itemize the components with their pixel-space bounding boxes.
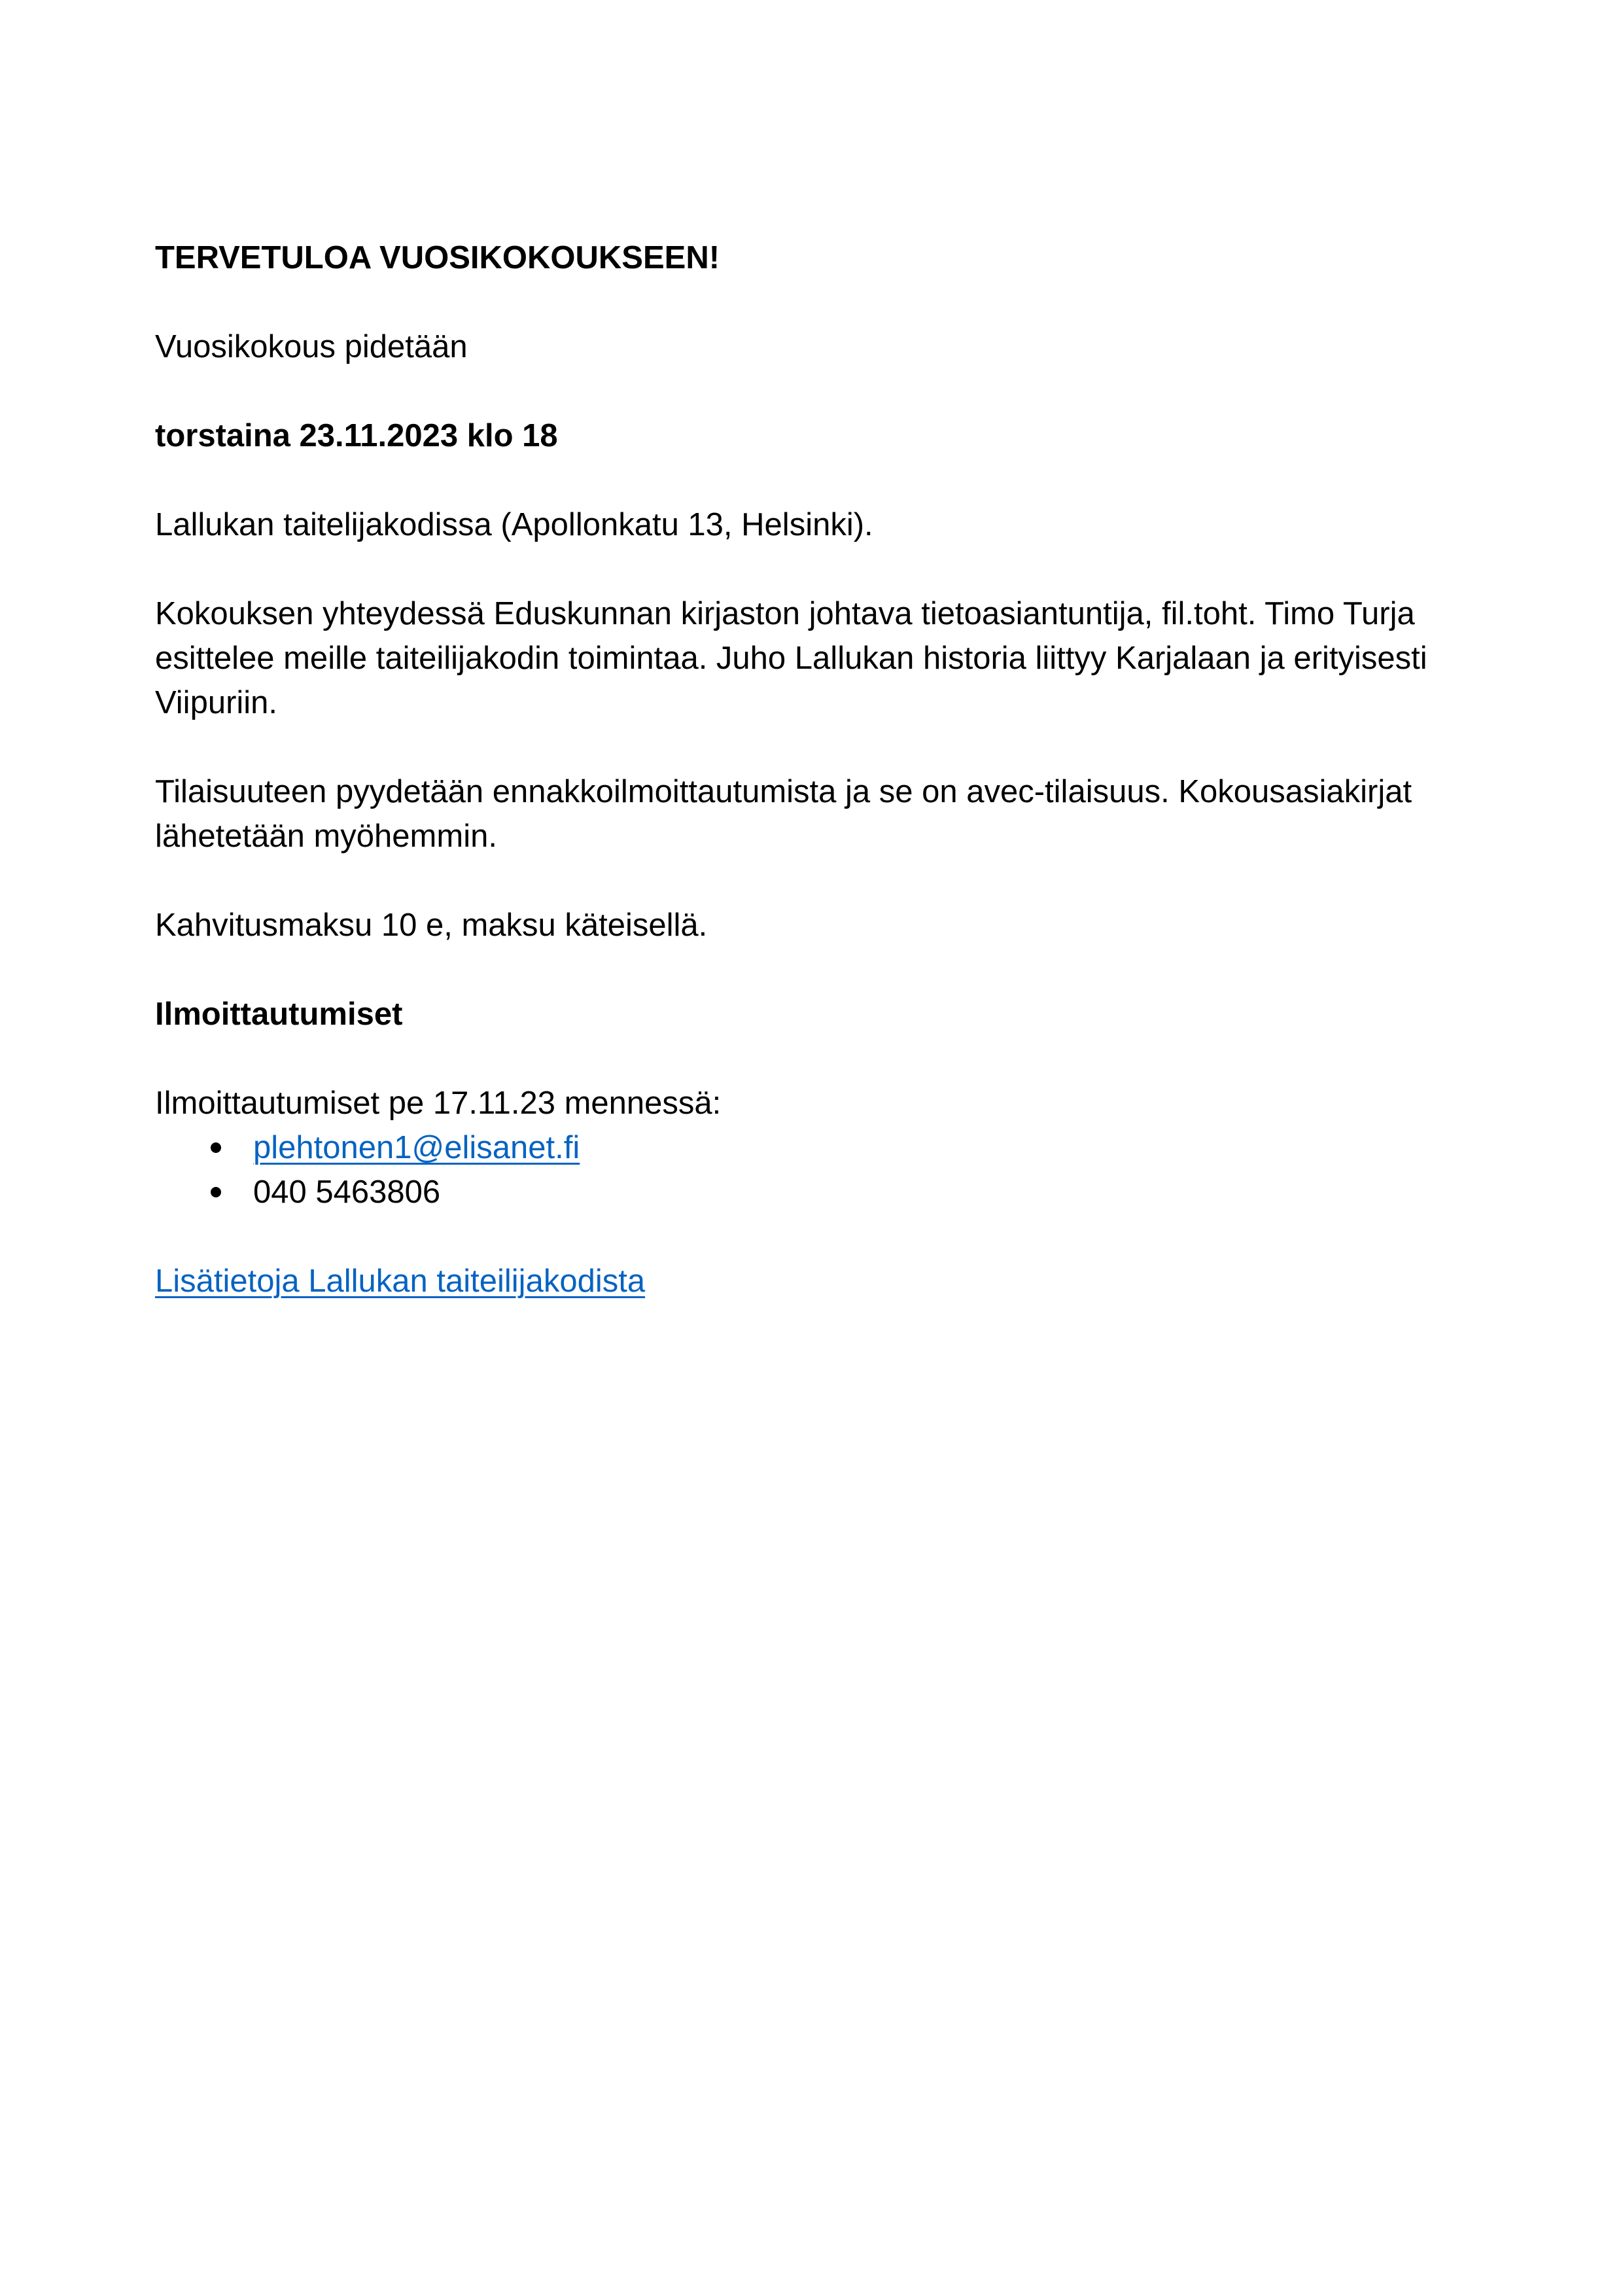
bullet-icon [211,1142,221,1153]
phone-number: 040 5463806 [253,1174,441,1210]
list-item [155,1170,1483,1214]
bullet-icon [211,1187,221,1197]
intro-text: Vuosikokous pidetään [155,329,468,364]
registration-deadline: Ilmoittautumiset pe 17.11.23 mennessä: [155,1086,722,1121]
more-info-link[interactable]: Lisätietoja Lallukan taiteilijakodista [155,1263,646,1299]
email-link[interactable]: plehtonen1@elisanet.fi [253,1130,580,1165]
document-body [155,236,1483,1348]
meeting-location: Lallukan taitelijakodissa (Apollonkatu 13, Helsinki). [155,507,873,542]
contact-list [155,1125,1483,1214]
list-item [155,1125,1483,1170]
fee-text: Kahvitusmaksu 10 e, maksu käteisellä. [155,908,708,943]
document-title: TERVETULOA VUOSIKOKOUKSEEN! [155,240,720,275]
speaker-paragraph: Kokouksen yhteydessä Eduskunnan kirjaston johtava tietoasiantuntija, fil.toht. Timo Turja esittelee meille taiteilijakodin toimintaa. Juho Lallukan historia liittyy Karjalaan ja erityisesti Viipuriin. [155,596,1427,720]
meeting-date-time: torstaina 23.11.2023 klo 18 [155,418,558,453]
registration-paragraph: Tilaisuuteen pyydetään ennakkoilmoittautumista ja se on avec-tilaisuus. Kokousasiakirjat lähetetään myöhemmin. [155,774,1412,854]
registration-heading: Ilmoittautumiset [155,997,403,1032]
